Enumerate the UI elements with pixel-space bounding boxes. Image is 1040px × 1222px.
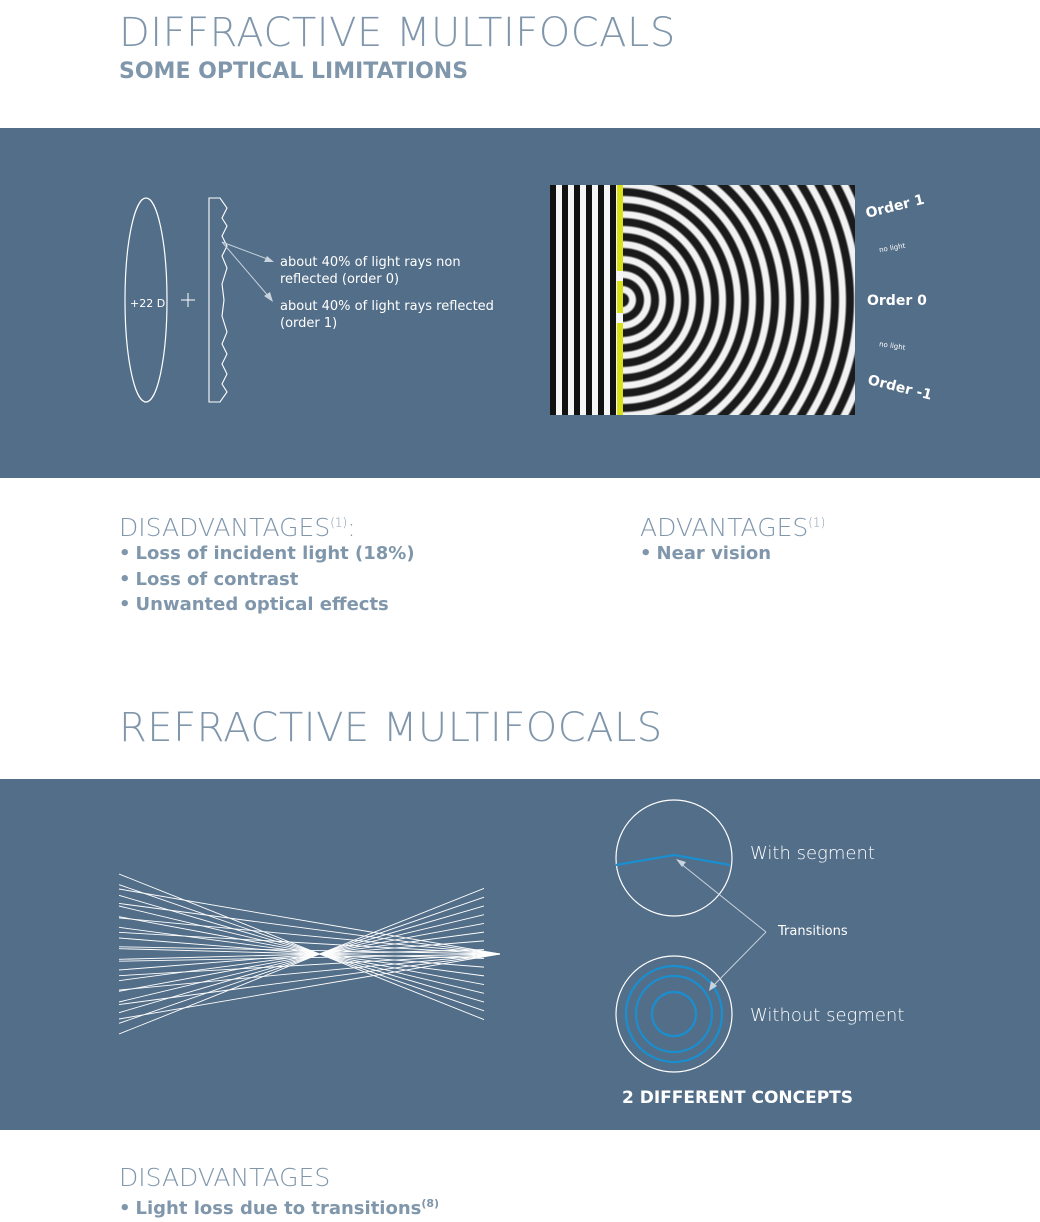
reference-superscript: (8)	[421, 1197, 440, 1210]
refractive-diagram-band	[0, 779, 1040, 1130]
list-item-text: Light loss due to transitions	[135, 1198, 422, 1219]
refractive-disadvantages-heading: DISADVANTAGES	[119, 1163, 331, 1192]
reference-superscript: (1)	[808, 515, 826, 530]
diffraction-slit-barrier	[617, 185, 623, 415]
light-ray	[119, 906, 484, 1013]
slit-opening-top	[617, 271, 623, 281]
slit-opening-bottom	[617, 313, 623, 323]
list-item: • Loss of contrast	[119, 567, 415, 593]
light-ray	[119, 932, 484, 981]
diffraction-pattern-image	[550, 185, 855, 415]
disadvantages-title-text: DISADVANTAGES	[119, 513, 331, 542]
diffractive-advantages-list	[640, 541, 771, 567]
diffractive-subtitle: SOME OPTICAL LIMITATIONS	[119, 59, 469, 84]
no-light-bottom-label: no light	[878, 340, 906, 352]
ray-label-order-0: about 40% of light rays non reflected (order 0)	[280, 255, 461, 287]
light-ray	[119, 895, 484, 1002]
refractive-ray-diagram	[110, 859, 510, 1049]
diffractive-disadvantages-heading	[119, 513, 356, 542]
planar-wavefronts	[550, 185, 618, 415]
segment-line	[616, 855, 730, 865]
lens-power-label: +22 D	[130, 297, 166, 310]
diffractive-advantages-heading	[640, 513, 825, 542]
order-1-label: Order 1	[864, 191, 927, 222]
diffractive-diagram-band	[0, 128, 1040, 478]
advantages-title-text: ADVANTAGES	[640, 513, 809, 542]
without-segment-lens-icon	[616, 956, 732, 1072]
concepts-caption: 2 DIFFERENT CONCEPTS	[622, 1088, 854, 1108]
light-ray	[119, 888, 484, 1034]
list-item: • Unwanted optical effects	[119, 592, 415, 618]
refractive-title: REFRACTIVE MULTIFOCALS	[119, 705, 663, 751]
heading-colon: :	[347, 513, 356, 542]
with-segment-label: With segment	[750, 843, 875, 864]
diffracted-wavefronts	[622, 185, 855, 415]
no-light-top-label: no light	[878, 241, 906, 255]
diffractive-title: DIFFRACTIVE MULTIFOCALS	[119, 10, 676, 56]
list-item: • Loss of incident light (18%)	[119, 541, 415, 567]
list-item: • Near vision	[640, 541, 771, 567]
refractive-concepts-diagram	[600, 793, 930, 1093]
with-segment-lens-icon	[616, 800, 732, 916]
refractive-disadvantages-list	[119, 1191, 439, 1222]
ray-label-order-1: about 40% of light rays reflected (order 1)	[280, 299, 494, 331]
light-ray	[119, 889, 500, 954]
diffractive-disadvantages-list	[119, 541, 415, 618]
without-segment-label: Without segment	[750, 1005, 905, 1026]
reference-superscript: (1)	[330, 515, 348, 530]
light-ray	[119, 954, 500, 1019]
transitions-label: Transitions	[778, 924, 848, 939]
list-item	[119, 1191, 439, 1222]
light-ray	[119, 927, 484, 976]
order-0-label: Order 0	[867, 293, 927, 309]
light-ray	[119, 874, 484, 1020]
order-minus-1-label: Order -1	[866, 372, 934, 404]
